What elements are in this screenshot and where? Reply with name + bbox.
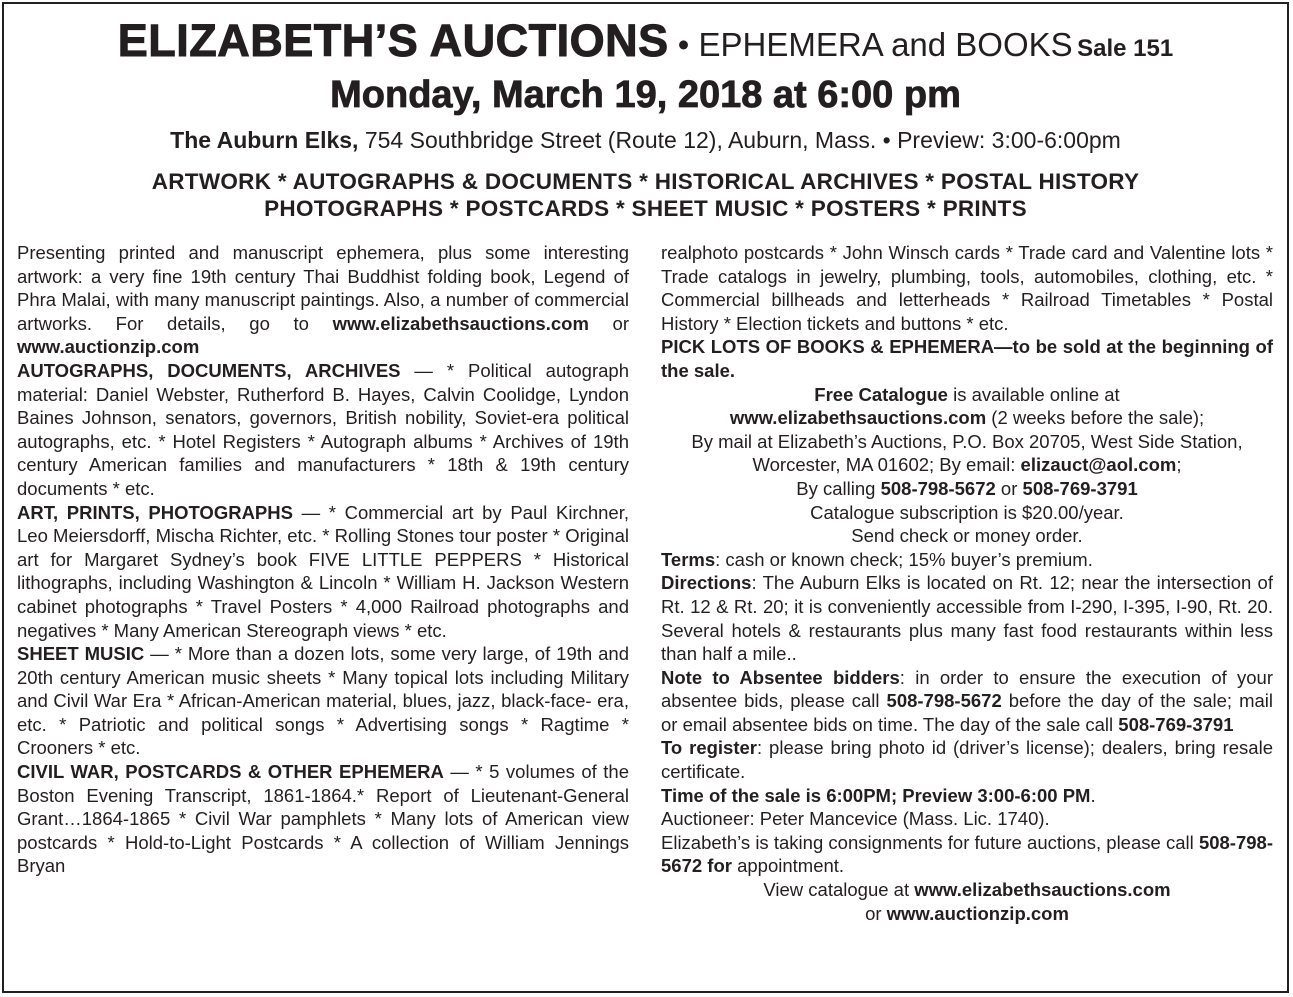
consign-end: appointment. [731, 855, 845, 877]
catalogue-label: Free Catalogue [814, 383, 948, 405]
section-sheet-music [17, 642, 629, 760]
website-link[interactable]: www.elizabethsauctions.com [914, 879, 1171, 901]
continued-text: realphoto postcards * John Winsch cards * Trade card and Valentine lots * Trade catalogs in jewelry, plumbing, tools, automobiles, clothing, etc. * Commercial billheads and letterheads * Railroad Timetables * Postal History * Election tickets and buttons * etc. [661, 242, 1273, 334]
auction-house-name: ELIZABETH’S AUCTIONS [117, 15, 669, 66]
venue-line [4, 125, 1287, 155]
view-text: View catalogue at [763, 879, 915, 901]
right-column [661, 241, 1273, 925]
payment-note: Send check or money order. [851, 525, 1083, 547]
section-heading: ART, PRINTS, PHOTOGRAPHS [17, 501, 293, 523]
intro-or: or [588, 312, 629, 334]
auctionzip-link[interactable]: www.auctionzip.com [17, 336, 200, 358]
mail-text: By mail at Elizabeth’s Auctions, P.O. Box 20705, West Side Station, Worcester, MA 01602; By email: [691, 430, 1243, 476]
section-heading: AUTOGRAPHS, DOCUMENTS, ARCHIVES [17, 359, 401, 381]
section-heading: SHEET MUSIC [17, 643, 145, 665]
view-or: or [865, 902, 887, 924]
preview-time: 3:00-6:00pm [985, 127, 1121, 153]
auction-advertisement [2, 2, 1289, 993]
terms-text: : cash or known check; 15% buyer’s premium. [715, 548, 1093, 570]
mail-info [661, 430, 1273, 477]
subscription-price: Catalogue subscription is $20.00/year. [810, 501, 1124, 523]
catalogue-text: is available online at [947, 383, 1120, 405]
section-body: — * 5 volumes of the Boston Evening Transcript, 1861-1864.* Report of Lieutenant-General Grant…1864-1865 * Civil War pamphlets * Many lots of American view postcards * Hold-to-Light Postcards * A collection of William Jennings Bryan [17, 761, 629, 877]
terms-label: Terms [661, 548, 716, 570]
category-line: ARTWORK * AUTOGRAPHS & DOCUMENTS * HISTORICAL ARCHIVES * POSTAL HISTORY [151, 169, 1140, 194]
website-link[interactable]: www.elizabethsauctions.com [332, 312, 589, 334]
sale-time-end: . [1090, 784, 1096, 806]
sale-time [661, 784, 1273, 808]
intro-paragraph [17, 241, 629, 359]
directions-label: Directions [661, 572, 752, 594]
category-line: PHOTOGRAPHS * POSTCARDS * SHEET MUSIC * POSTERS * PRINTS [264, 196, 1027, 221]
ad-title-line [4, 16, 1287, 77]
sale-date: Monday, March 19, 2018 at 6:00 pm [330, 74, 961, 116]
directions [661, 571, 1273, 665]
auctioneer: Auctioneer: Peter Mancevice (Mass. Lic. 1740). [661, 808, 1050, 830]
catalogue-url-line [661, 406, 1273, 430]
terms [661, 548, 1273, 572]
section-body: — * Political autograph material: Daniel Webster, Rutherford B. Hayes, Calvin Coolidge, Lyndon Baines Johnson, senators, governors, British nobility, Soviet-era political autographs, etc. * Hotel Registers * Autograph albums * Archives of 19th century American families and manufacturers * 18th & 19th century documents * etc. [17, 359, 629, 499]
register-text: : please bring photo id (driver’s license); dealers, bring resale certificate. [661, 737, 1273, 783]
venue-address: 754 Southbridge Street (Route 12), Auburn, Mass. • [358, 127, 898, 153]
absentee-text: before the day of the sale; mail or email absentee bids on time. The day of the sale call [661, 690, 1273, 735]
sale-subtitle: EPHEMERA and BOOKS [698, 26, 1073, 63]
email-end: ; [1176, 454, 1182, 476]
absentee-label: Note to Absentee bidders [661, 666, 900, 688]
view-catalogue [661, 878, 1273, 902]
sale-number: Sale 151 [1077, 35, 1174, 62]
calling-text: By calling [796, 477, 881, 499]
register-label: To register [661, 737, 757, 759]
or-text: or [995, 477, 1023, 499]
auctionzip-link[interactable]: www.auctionzip.com [886, 902, 1069, 924]
intro-text: Presenting printed and manuscript ephemera, plus some interesting artwork: a very fine 19th century Thai Buddhist folding book, Legend of Phra Malai, with many manuscript paintings. Also, a number of commercial artworks. For details, go to [17, 242, 629, 334]
preview-label: Preview: [897, 127, 986, 153]
section-autographs [17, 359, 629, 501]
catalogue-link[interactable]: www.elizabethsauctions.com [729, 407, 987, 429]
register-note [661, 736, 1273, 783]
phone-number: 508-769-3791 [1118, 713, 1234, 735]
phone-number: 508-798-5672 for [661, 831, 1273, 877]
section-art [17, 501, 629, 643]
left-column [17, 241, 629, 878]
consignment-note [661, 831, 1273, 878]
absentee-note [661, 666, 1273, 737]
pick-lots-note [661, 335, 1273, 382]
pick-lots-text: PICK LOTS OF BOOKS & EPHEMERA—to be sold at the beginning of the sale. [661, 336, 1273, 381]
sale-time-text: Time of the sale is 6:00PM; Preview 3:00-6:00 PM [661, 784, 1091, 806]
phone-number: 508-798-5672 [886, 690, 1002, 712]
section-body: — * More than a dozen lots, some very large, of 19th and 20th century American music sheets * Many topical lots including Military and Civil War Era * African-American material, blues, jazz, black-face- era, etc. * Patriotic and political songs * Advertising songs * Ragtime * Crooners * etc. [17, 643, 630, 759]
category-list [4, 168, 1287, 222]
section-body: — * Commercial art by Paul Kirchner, Leo Meiersdorff, Mischa Richter, etc. * Rolling Stones tour poster * Original art for Margaret Sydney’s book FIVE LITTLE PEPPERS * Historical lithographs, including Washington & Lincoln * William H. Jackson Western cabinet photographs * Travel Posters * 4,000 Railroad photographs and negatives * Many American Stereograph views * etc. [17, 501, 629, 641]
email-link[interactable]: elizauct@aol.com [1020, 454, 1177, 476]
section-civil-war [17, 760, 629, 878]
section-heading: CIVIL WAR, POSTCARDS & OTHER EPHEMERA [17, 761, 444, 783]
phone-info [661, 477, 1273, 501]
title-bullet: • [668, 26, 699, 63]
phone-number: 508-798-5672 [880, 477, 996, 499]
view-catalogue-alt [661, 902, 1273, 926]
catalogue-timing: (2 weeks before the sale); [986, 407, 1205, 429]
phone-number: 508-769-3791 [1022, 477, 1138, 499]
consign-text: Elizabeth’s is taking consignments for future auctions, please call [661, 831, 1199, 853]
free-catalogue [661, 383, 1273, 407]
venue-name: The Auburn Elks, [170, 127, 359, 153]
directions-text: : The Auburn Elks is located on Rt. 12; near the intersection of Rt. 12 & Rt. 20; it is conveniently accessible from I-290, I-395, I-90, Rt. 20. Several hotels & restaurants plus many fast food restaurants within less than half a mile.. [661, 572, 1273, 665]
absentee-text: : in order to ensure the execution of your absentee bids, please call [661, 666, 1273, 712]
